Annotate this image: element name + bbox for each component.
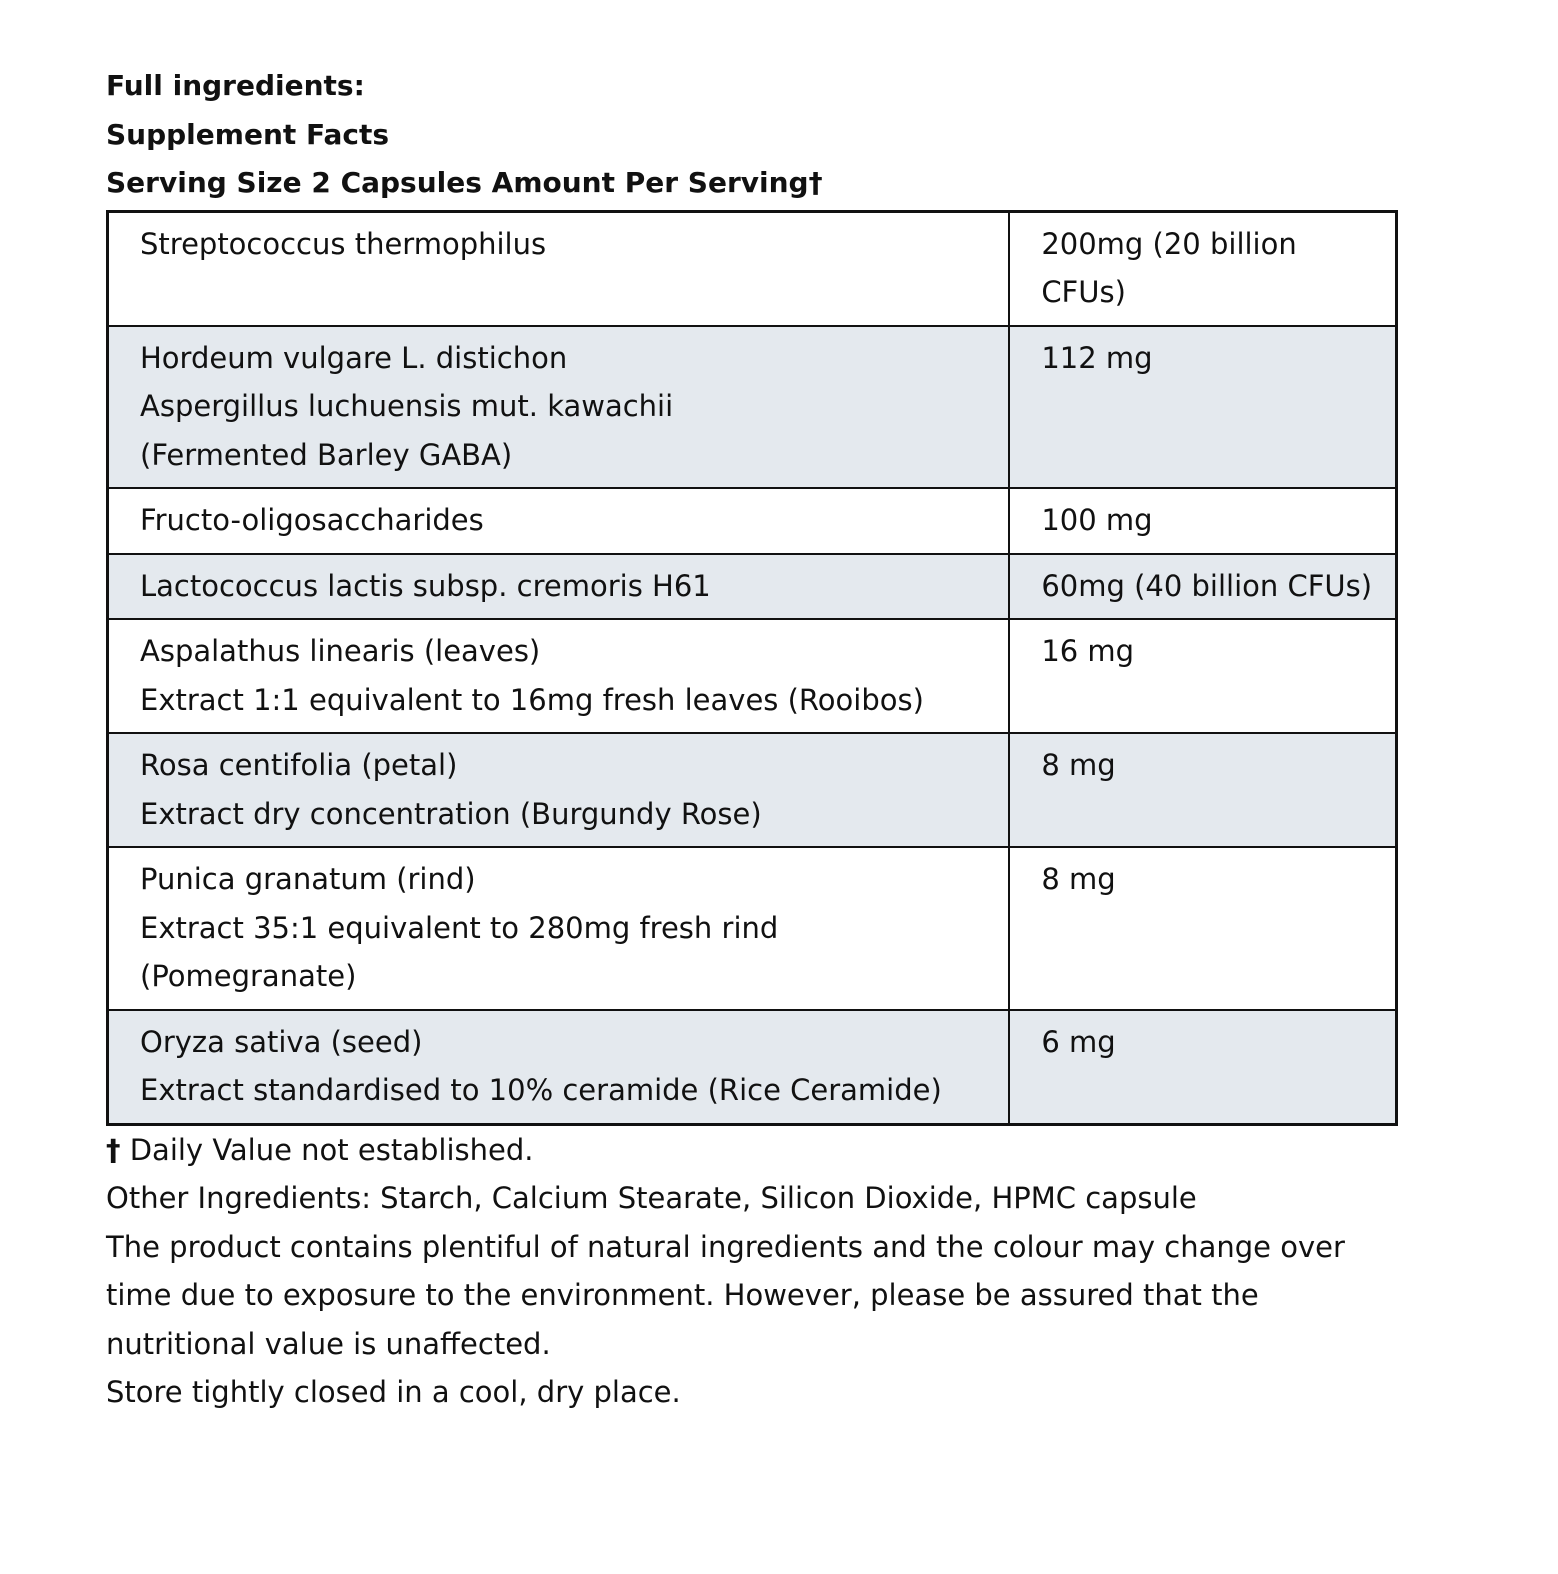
ingredient-amount: 8 mg — [1041, 748, 1116, 782]
ingredient-name-line: Oryza sativa (seed) — [140, 1024, 423, 1059]
document — [106, 62, 1406, 1417]
ingredient-amount: 112 mg — [1041, 340, 1153, 375]
ingredient-amount: 8 mg — [1041, 862, 1116, 896]
dagger-symbol: † — [106, 1132, 121, 1167]
ingredient-amount-cell — [1009, 326, 1396, 489]
ingredient-name-line: (Fermented Barley GABA) — [140, 437, 513, 472]
daily-value-note — [106, 1126, 1406, 1175]
table-row — [108, 554, 1397, 620]
ingredient-name-cell — [108, 847, 1010, 1010]
table-row — [108, 619, 1397, 733]
ingredient-name-line: Extract 35:1 equivalent to 280mg fresh rind — [140, 910, 779, 945]
supplement-facts-heading: Supplement Facts — [106, 117, 390, 151]
table-row — [108, 1010, 1397, 1125]
ingredient-amount-cell — [1009, 619, 1396, 733]
ingredient-amount-cell — [1009, 211, 1396, 326]
ingredient-amount: 6 mg — [1041, 1024, 1116, 1059]
footer-notes — [106, 1126, 1406, 1417]
table-row — [108, 488, 1397, 554]
serving-size-heading: Serving Size 2 Capsules Amount Per Serving† — [106, 166, 823, 199]
ingredient-name-line: Lactococcus lactis subsp. cremoris H61 — [140, 568, 711, 603]
ingredient-amount: 200mg (20 billion CFUs) — [1041, 226, 1297, 309]
daily-value-text: Daily Value not established. — [120, 1132, 534, 1167]
storage-instructions: Store tightly closed in a cool, dry place. — [106, 1375, 681, 1409]
ingredients-heading: Full ingredients: — [106, 69, 365, 102]
ingredient-name-line: Extract dry concentration (Burgundy Rose) — [140, 796, 762, 831]
table-row — [108, 847, 1397, 1010]
ingredient-name-cell — [108, 554, 1010, 620]
ingredient-name-line: Extract standardised to 10% ceramide (Rice Ceramide) — [140, 1073, 942, 1107]
table-row — [108, 326, 1397, 489]
ingredient-amount-cell — [1009, 733, 1396, 847]
ingredient-amount: 100 mg — [1041, 503, 1153, 537]
ingredient-name-cell — [108, 619, 1010, 733]
ingredient-name-line: Streptococcus thermophilus — [140, 226, 547, 261]
ingredient-amount-cell — [1009, 488, 1396, 554]
other-ingredients: Other Ingredients: Starch, Calcium Stearate, Silicon Dioxide, HPMC capsule — [106, 1181, 1197, 1215]
ingredient-name-line: (Pomegranate) — [140, 959, 357, 993]
ingredient-name-line: Fructo-oligosaccharides — [140, 503, 484, 537]
ingredient-amount-cell — [1009, 1010, 1396, 1125]
ingredient-name-cell — [108, 1010, 1010, 1125]
ingredient-name-line: Rosa centifolia (petal) — [140, 748, 458, 782]
ingredient-name-line: Aspergillus luchuensis mut. kawachii — [140, 389, 674, 423]
supplement-facts-table — [106, 210, 1398, 1126]
ingredient-name-cell — [108, 488, 1010, 554]
ingredient-name-cell — [108, 326, 1010, 489]
table-row — [108, 211, 1397, 326]
ingredient-name-cell — [108, 211, 1010, 326]
ingredient-amount: 16 mg — [1041, 634, 1135, 668]
ingredient-name-line: Aspalathus linearis (leaves) — [140, 634, 541, 668]
ingredient-name-line: Hordeum vulgare L. distichon — [140, 340, 568, 375]
colour-note: The product contains plentiful of natural ingredients and the colour may change over time due to exposure to the environment. However, please be assured that the nutritional value is unaffected. — [106, 1229, 1345, 1361]
ingredient-amount: 60mg (40 billion CFUs) — [1041, 568, 1373, 603]
ingredient-amount-cell — [1009, 847, 1396, 1010]
ingredient-name-line: Punica granatum (rind) — [140, 862, 476, 896]
ingredient-name-line: Extract 1:1 equivalent to 16mg fresh leaves (Rooibos) — [140, 682, 924, 717]
table-row — [108, 733, 1397, 847]
ingredient-name-cell — [108, 733, 1010, 847]
ingredient-amount-cell — [1009, 554, 1396, 620]
